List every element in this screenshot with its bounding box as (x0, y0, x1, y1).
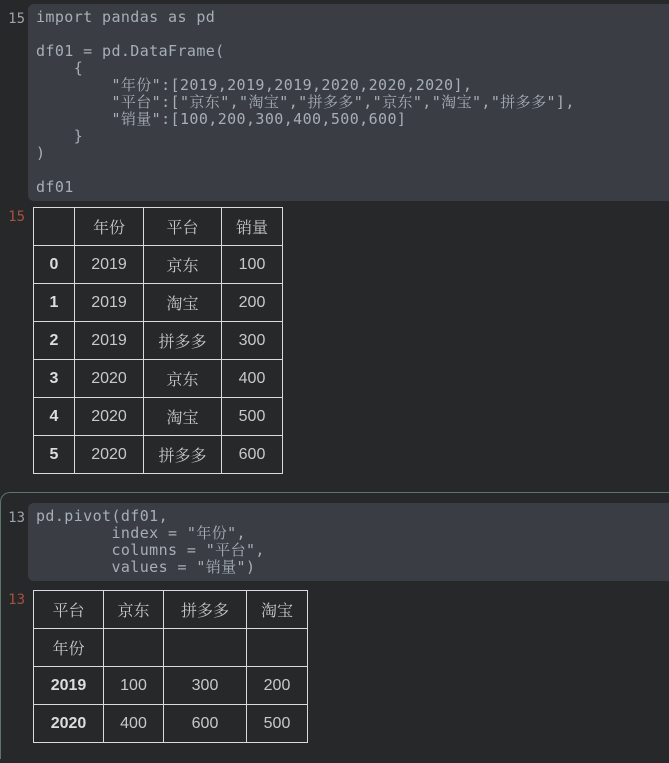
code-cell-1 (0, 4, 669, 201)
table-cell: 200 (247, 667, 308, 705)
table-cell: 400 (222, 360, 283, 398)
notebook-page (0, 4, 669, 763)
code-cell-2 (1, 503, 669, 581)
column-header: 京东 (104, 591, 164, 629)
table-cell: 300 (164, 667, 247, 705)
execution-count-out-2: 13 (8, 592, 25, 608)
empty-cell (164, 629, 247, 667)
pivot-table (33, 590, 308, 743)
table-header-row (34, 208, 283, 246)
table-cell: 2020 (75, 398, 144, 436)
empty-cell (104, 629, 164, 667)
table-row (34, 246, 283, 284)
table-row (34, 284, 283, 322)
code-line: import pandas as pd (36, 8, 216, 26)
empty-cell (247, 629, 308, 667)
table-cell: 400 (104, 705, 164, 743)
code-line: { (36, 59, 84, 77)
table-cell: 2019 (75, 284, 144, 322)
index-name-cell: 年份 (34, 629, 104, 667)
table-cell: 京东 (144, 360, 222, 398)
dataframe-table (33, 207, 283, 474)
table-row (34, 667, 308, 705)
column-header: 拼多多 (164, 591, 247, 629)
row-index: 2 (34, 322, 75, 360)
columns-name-cell: 平台 (34, 591, 104, 629)
execution-count-in-2: 13 (8, 510, 25, 526)
row-index: 4 (34, 398, 75, 436)
code-line: index = "年份", (36, 524, 246, 542)
row-index: 0 (34, 246, 75, 284)
table-cell: 500 (247, 705, 308, 743)
table-cell: 600 (164, 705, 247, 743)
code-line: values = "销量") (36, 558, 256, 576)
code-line: df01 (36, 178, 74, 196)
table-cell: 2019 (75, 246, 144, 284)
execution-count-in-1: 15 (8, 11, 25, 27)
table-cell: 京东 (144, 246, 222, 284)
table-cell: 2020 (75, 436, 144, 474)
table-cell: 淘宝 (144, 284, 222, 322)
table-cell: 淘宝 (144, 398, 222, 436)
code-line: columns = "平台", (36, 541, 265, 559)
table-cell: 拼多多 (144, 436, 222, 474)
row-index: 2019 (34, 667, 104, 705)
corner-cell (34, 208, 75, 246)
code-editor-2[interactable] (28, 503, 669, 581)
output-area-2 (1, 584, 669, 743)
code-cell-2-container (0, 492, 669, 759)
code-line: "平台":["京东","淘宝","拼多多","京东","淘宝","拼多多"], (36, 93, 575, 111)
code-line: "年份":[2019,2019,2019,2020,2020,2020], (36, 76, 473, 94)
execution-count-out-1: 15 (8, 209, 25, 225)
table-cell: 300 (222, 322, 283, 360)
table-row (34, 436, 283, 474)
table-cell: 100 (104, 667, 164, 705)
output-area-1 (0, 201, 669, 474)
code-line: ) (36, 144, 46, 162)
column-header: 年份 (75, 208, 144, 246)
code-line (36, 26, 669, 43)
output-content-2 (28, 584, 308, 743)
pivot-columns-header-row (34, 591, 308, 629)
output-content-1 (28, 201, 283, 474)
table-cell: 600 (222, 436, 283, 474)
table-row (34, 322, 283, 360)
table-row (34, 360, 283, 398)
table-row (34, 705, 308, 743)
pivot-index-name-row (34, 629, 308, 667)
column-header: 平台 (144, 208, 222, 246)
row-index: 5 (34, 436, 75, 474)
table-cell: 拼多多 (144, 322, 222, 360)
table-cell: 100 (222, 246, 283, 284)
code-line: pd.pivot(df01, (36, 507, 169, 525)
table-cell: 200 (222, 284, 283, 322)
table-cell: 2019 (75, 322, 144, 360)
row-index: 1 (34, 284, 75, 322)
code-editor-1[interactable] (28, 4, 669, 201)
code-line: } (36, 127, 84, 145)
code-line: "销量":[100,200,300,400,500,600] (36, 110, 407, 128)
row-index: 2020 (34, 705, 104, 743)
column-header: 销量 (222, 208, 283, 246)
code-line: df01 = pd.DataFrame( (36, 42, 225, 60)
table-cell: 500 (222, 398, 283, 436)
row-index: 3 (34, 360, 75, 398)
code-line (36, 162, 669, 179)
table-row (34, 398, 283, 436)
column-header: 淘宝 (247, 591, 308, 629)
table-cell: 2020 (75, 360, 144, 398)
